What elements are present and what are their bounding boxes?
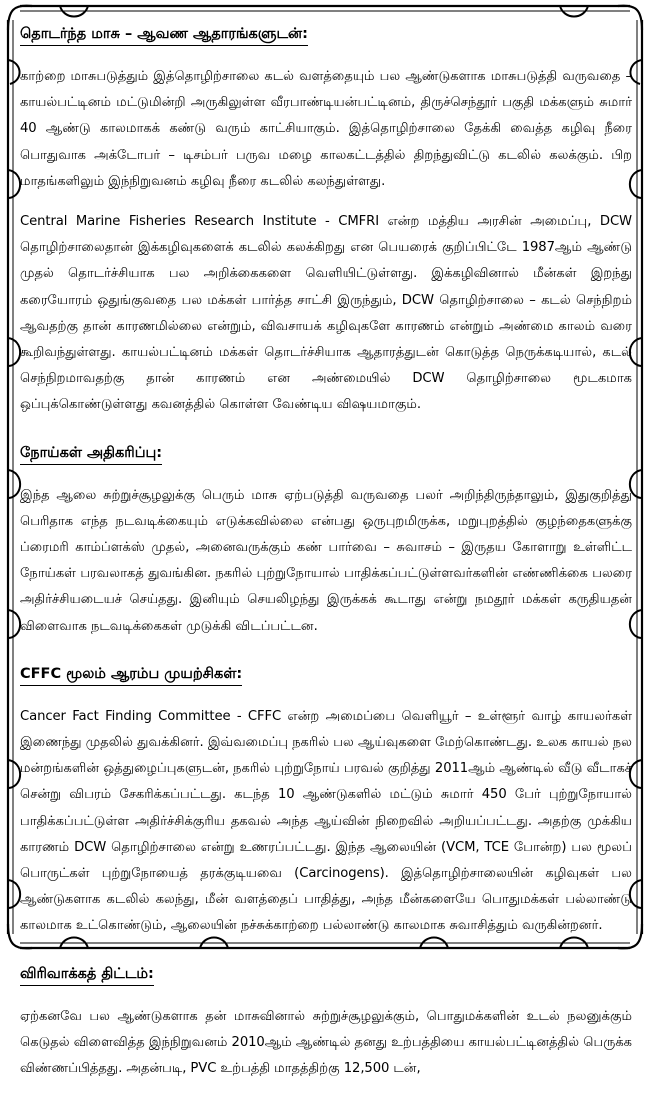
paragraph: Central Marine Fisheries Research Institute - CMFRI என்ற மத்திய அரசின் அமைப்பு, DCW தொழிற்சாலைதான் இக்கழிவுகளைக் கடலில் கலக்கிறது என பெயரைக் குறிப்பிட்டே 1987ஆம் ஆண்டு முதல் தொடர்ச்சியாக பல அறிக்கைகளை வெளியிட்டுள்ளது. இக்கழிவினால் மீன்கள் இறந்து கரையோரம் ஒதுங்குவதை பல மக்கள் பார்த்த சாட்சி இருந்தும், DCW தொழிற்சாலை – கடல் செந்நிறம் ஆவதற்கு தான் காரணமில்லை என்றும், விவசாயக் கழிவுகளே காரணம் என்றும் அண்மை காலம் வரை கூறிவந்துள்ளது. காயல்பட்டினம் மக்கள் தொடர்ச்சியாக ஆதாரத்துடன் கொடுத்த நெருக்கடியால், கடல் செந்நிறமாவதற்கு தான் காரணம் என அண்மையில் DCW தொழிற்சாலை மூடகமாக ஒப்புக்கொண்டுள்ளது கவனத்தில் கொள்ள வேண்டிய விஷயமாகும்.: [20, 214, 632, 413]
article-body: [20, 10, 632, 1096]
section-heading: விரிவாக்கத் திட்டம்:: [20, 964, 154, 986]
section-cffc-initiatives: [20, 654, 632, 940]
paragraph: ஏற்கனவே பல ஆண்டுகளாக தன் மாசுவினால் சுற்றுச்சூழலுக்கும், பொதுமக்களின் உடல் நலனுக்கும் கெடுதல் விளைவித்த இந்நிறுவனம் 2010ஆம் ஆண்டில் தனது உற்பத்தியை காயல்பட்டினத்தில் பெருக்க விண்ணப்பித்தது. அதன்படி, PVC உற்பத்தி மாதத்திற்கு 12,500 டன்,: [20, 1008, 632, 1077]
section-heading: நோய்கள் அதிகரிப்பு:: [20, 443, 162, 465]
paragraph: Cancer Fact Finding Committee - CFFC என்ற அமைப்பை வெளியூர் – உள்ளூர் வாழ் காயலர்கள் இணைந்து முதலில் துவக்கினர். இவ்வமைப்பு நகரில் பல ஆய்வுகளை மேற்கொண்டது. உலக காயல் நல மன்றங்களின் ஒத்துழைப்புகளுடன், நகரில் புற்றுநோய் பரவல் குறித்து 2011ஆம் ஆண்டில் வீடு வீடாகச் சென்று விபரம் சேகரிக்கப்பட்டது. கடந்த 10 ஆண்டுகளில் மட்டும் சுமார் 450 பேர் புற்றுநோயால் பாதிக்கப்பட்டுள்ள அதிர்ச்சிக்குரிய தகவல் அந்த ஆய்வின் நிறைவில் அறியப்பட்டது. அதற்கு முக்கிய காரணம் DCW தொழிற்சாலை என்று உணரப்பட்டது. இந்த ஆலையின் (VCM, TCE போன்ற) பல மூலப் பொருட்கள் புற்றுநோயைத் தரக்குடியவை (Carcinogens). இத்தொழிற்சாலையின் கழிவுகள் பல ஆண்டுகளாக கடலில் கலந்து, மீன் வளத்தைப் பாதித்து, அந்த மீன்களையே பொதுமக்கள் பல்லாண்டு காலமாக உட்கொண்டும், ஆலையின் நச்சுக்காற்றை பல்லாண்டு காலமாக சுவாசித்தும் வருகின்றனர்.: [20, 708, 632, 934]
section-expansion-plan: [20, 954, 632, 1083]
section-disease-increase: [20, 433, 632, 640]
section-heading: தொடர்ந்த மாசு – ஆவண ஆதாரங்களுடன்:: [20, 24, 308, 46]
section-heading: CFFC மூலம் ஆரம்ப முயற்சிகள்:: [20, 664, 242, 686]
section-pollution-evidence: [20, 10, 632, 419]
paragraph: காற்றை மாசுபடுத்தும் இத்தொழிற்சாலை கடல் வளத்தையும் பல ஆண்டுகளாக மாசுபடுத்தி வருவதை – காயல்பட்டினம் மட்டுமின்றி அருகிலுள்ள வீரபாண்டியன்பட்டினம், திருச்செந்தூர் பகுதி மக்களும் சுமார் 40 ஆண்டு காலமாகக் கண்டு வரும் காட்சியாகும். இத்தொழிற்சாலை தேக்கி வைத்த கழிவு நீரை பொதுவாக அக்டோபர் – டிசம்பர் பருவ மழை காலகட்டத்தில் திறந்துவிட்டு கடலில் கலக்கும். பிற மாதங்களிலும் இந்நிறுவனம் கழிவு நீரை கடலில் கலந்துள்ளது.: [20, 69, 632, 189]
paragraph: இந்த ஆலை சுற்றுச்சூழலுக்கு பெரும் மாசு ஏற்படுத்தி வருவதை பலர் அறிந்திருந்தாலும், இதுகுறித்து பெரிதாக எந்த நடவடிக்கையும் எடுக்கவில்லை என்பது ஒருபுறமிருக்க, மறுபுறத்தில் குழந்தைகளுக்கு ப்ரைமரி காம்ப்ளக்ஸ் முதல், அனைவருக்கும் கண் பார்வை – சுவாசம் – இருதய கோளாறு உள்ளிட்ட நோய்கள் பரவலாகத் துவங்கின. நகரில் புற்றுநோயால் பாதிக்கப்பட்டுள்ளவர்களின் எண்ணிக்கை பலரை அதிர்ச்சியடையச் செய்தது. இனியும் செயலிழந்து இருக்கக் கூடாது என்று நமதூர் மக்கள் கருதியதன் விளைவாக நடவடிக்கைகள் முடுக்கி விடப்பட்டன.: [20, 487, 632, 634]
